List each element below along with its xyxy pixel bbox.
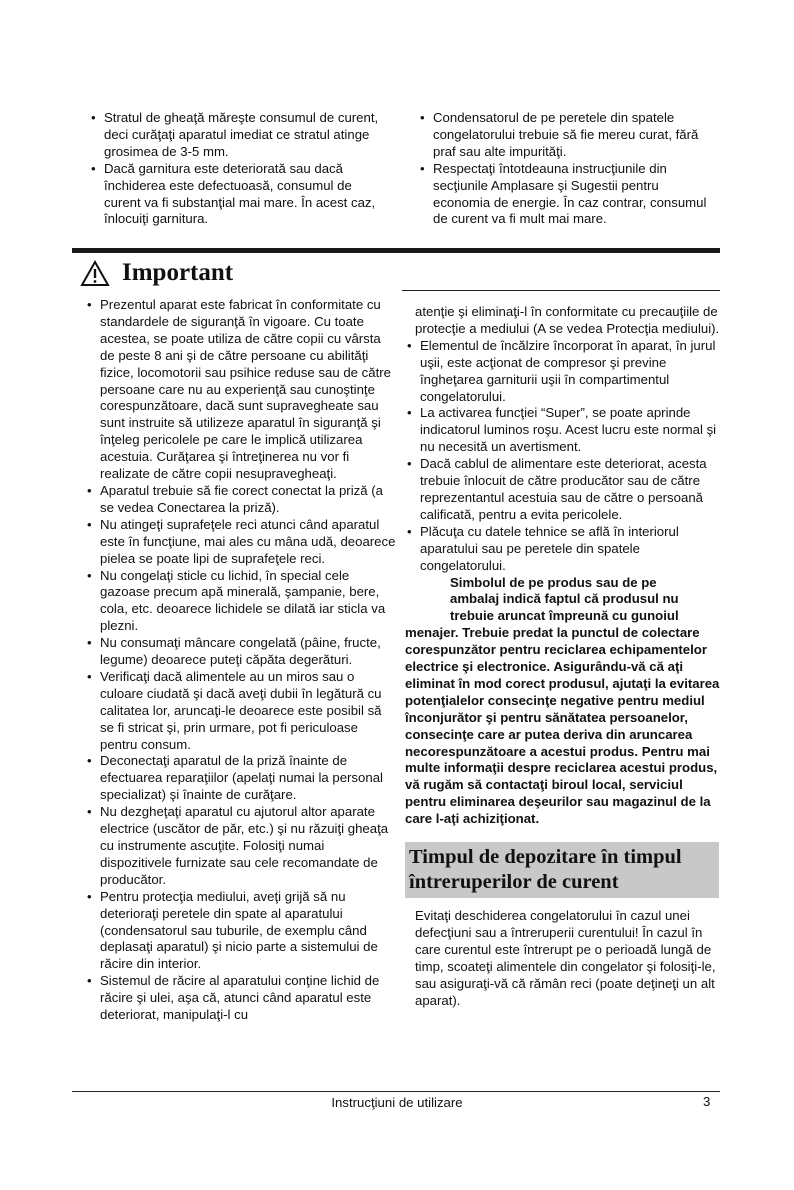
storage-title-line: Timpul de depozitare în timpul (409, 846, 682, 869)
list-item: • Nu congelaţi sticle cu lichid, în special cele gazoase precum apă minerală, şampanie, bere, cola, etc. deoarece lichidele se dilată iar sticla va plezni. (85, 568, 398, 636)
list-item: • Nu atingeţi suprafeţele reci atunci când aparatul este în funcţiune, mai ales cu mâna udă, deoarece pielea se poate lipi de suprafeţele reci. (85, 517, 398, 568)
list-item: • Respectaţi întotdeauna instrucţiunile din secţiunile Amplasare şi Sugestii pentru economia de energie. În caz contrar, consumul de curent va fi mult mai mare. (418, 161, 718, 229)
main-left-column (85, 297, 398, 1024)
storage-title-line: întreruperilor de curent (409, 871, 619, 894)
top-right-column (418, 110, 718, 228)
list-item: • Dacă cablul de alimentare este deteriorat, acesta trebuie înlocuit de către producător sau de către reprezentantul acestuia sau de către o persoană calificată, pentru a evita pericolele. (405, 456, 720, 524)
list-item: • Aparatul trebuie să fie corect conectat la priză (a se vedea Conectarea la priză). (85, 483, 398, 517)
section-divider (72, 248, 720, 253)
page-number: 3 (703, 1094, 711, 1109)
list-item: • Dacă garnitura este deteriorată sau dacă închiderea este defectuoasă, consumul de curent va fi substanţial mai mare. În acest caz, înlocuiţi garnitura. (89, 161, 389, 229)
important-title: Important (122, 259, 234, 286)
list-item: • Elementul de încălzire încorporat în aparat, în jurul uşii, este acţionat de compresor şi previne îngheţarea garniturii uşii în compartimentul congelatorului. (405, 338, 720, 406)
list-item: • Condensatorul de pe peretele din spatele congelatorului trebuie să fie mereu curat, fără praf sau alte impurităţi. (418, 110, 718, 161)
list-item: • La activarea funcţiei “Super”, se poate aprinde indicatorul luminos roşu. Acest lucru este normal şi nu necesită un avertisment. (405, 405, 720, 456)
main-right-column (405, 304, 720, 1010)
storage-title (409, 845, 715, 895)
top-left-column (89, 110, 389, 228)
list-item: • Deconectaţi aparatul de la priză înainte de efectuarea reparaţiilor (apelaţi numai la personal specializat) şi înainte de curăţare. (85, 753, 398, 804)
warning-triangle-icon (80, 260, 110, 287)
heading-underline (402, 290, 720, 291)
weee-line: ambalaj indică faptul că produsul nu (450, 591, 679, 607)
list-item: • Nu dezgheţaţi aparatul cu ajutorul altor aparate electrice (uscător de păr, etc.) şi nu răzuiţi gheaţa cu instrumente ascuţite. Folosiţi numai dispozitivele furnizate sau cele recomandate de producător. (85, 804, 398, 889)
storage-heading-box (405, 842, 719, 898)
continued-paragraph: atenţie şi eliminaţi-l în conformitate cu precauţiile de protecţie a mediului (A se vedea Protecţia mediului). (415, 304, 720, 336)
list-item: • Stratul de gheaţă măreşte consumul de curent, deci curăţaţi aparatul imediat ce stratul atinge grosimea de 3-5 mm. (89, 110, 389, 161)
list-item: • Verificaţi dacă alimentele au un miros sau o culoare ciudată şi dacă aveţi dubii în legătură cu calitatea lor, aruncaţi-le deoarece este posibil să se fi stricat şi, prin urmare, pot fi periculoase pentru consum. (85, 669, 398, 754)
footer-title: Instrucţiuni de utilizare (331, 1095, 463, 1110)
list-item: • Prezentul aparat este fabricat în conformitate cu standardele de siguranţă în vigoare. Cu toate acestea, se poate utiliza de către copii cu vârsta de peste 8 ani şi de către persoane cu abilităţi fizice, locomotorii sau psihice reduse sau de către persoane care nu au experienţă sau cunoştinţe corespunzătoare, dacă sunt supravegheate sau sunt instruite să utilizeze aparatul în siguranţă şi înţeleg pericolele pe care le implică utilizarea acestuia. Curăţarea şi întreţinerea nu vor fi realizate de către copii nesupravegheaţi. (85, 297, 398, 483)
footer-divider (72, 1091, 720, 1092)
important-heading (80, 257, 233, 289)
weee-notice (405, 575, 720, 829)
list-item: • Nu consumaţi mâncare congelată (pâine, fructe, legume) deoarece puteţi căpăta degerături. (85, 635, 398, 669)
storage-paragraph: Evitaţi deschiderea congelatorului în cazul unei defecţiuni sau a întreruperii curentului! În cazul în care curentul este întrerupt pe o perioadă lungă de timp, scoateţi alimentele din congelator şi folosiţi-le, sau asiguraţi-vă că rămân reci (poate deţineţi un alt aparat). (415, 908, 716, 1008)
list-item: • Pentru protecţia mediului, aveţi grijă să nu deterioraţi peretele din spate al aparatului (condensatorul sau tuburile, de exemplu când deplasaţi aparatul) şi nicio parte a sistemului de răcire din interior. (85, 889, 398, 974)
weee-text: menajer. Trebuie predat la punctul de colectare corespunzător pentru reciclarea echipamentelor electrice şi electronice. Asigurându-vă că aţi eliminat în mod corect produsul, ajutaţi la evitarea potenţialelor consecinţe negative pentru mediul înconjurător şi pentru sănătatea persoanelor, consecinţe care ar putea deriva din aruncarea necorespunzătoare a acestui produs. Pentru mai multe informaţii despre reciclarea acestui produs, vă rugăm să contactaţi biroul local, serviciul pentru eliminarea deşeurilor sau magazinul de la care l-aţi achiziţionat. (405, 625, 720, 827)
weee-line: trebuie aruncat împreună cu gunoiul (450, 608, 679, 624)
list-item: • Sistemul de răcire al aparatului conţine lichid de răcire şi uleі, aşa că, atunci când aparatul este deteriorat, manipulaţi-l cu (85, 973, 398, 1024)
weee-line: Simbolul de pe produs sau de pe (450, 574, 657, 590)
list-item: • Plăcuţa cu datele tehnice se află în interiorul aparatului sau pe peretele din spatele congelatorului. (405, 524, 720, 575)
